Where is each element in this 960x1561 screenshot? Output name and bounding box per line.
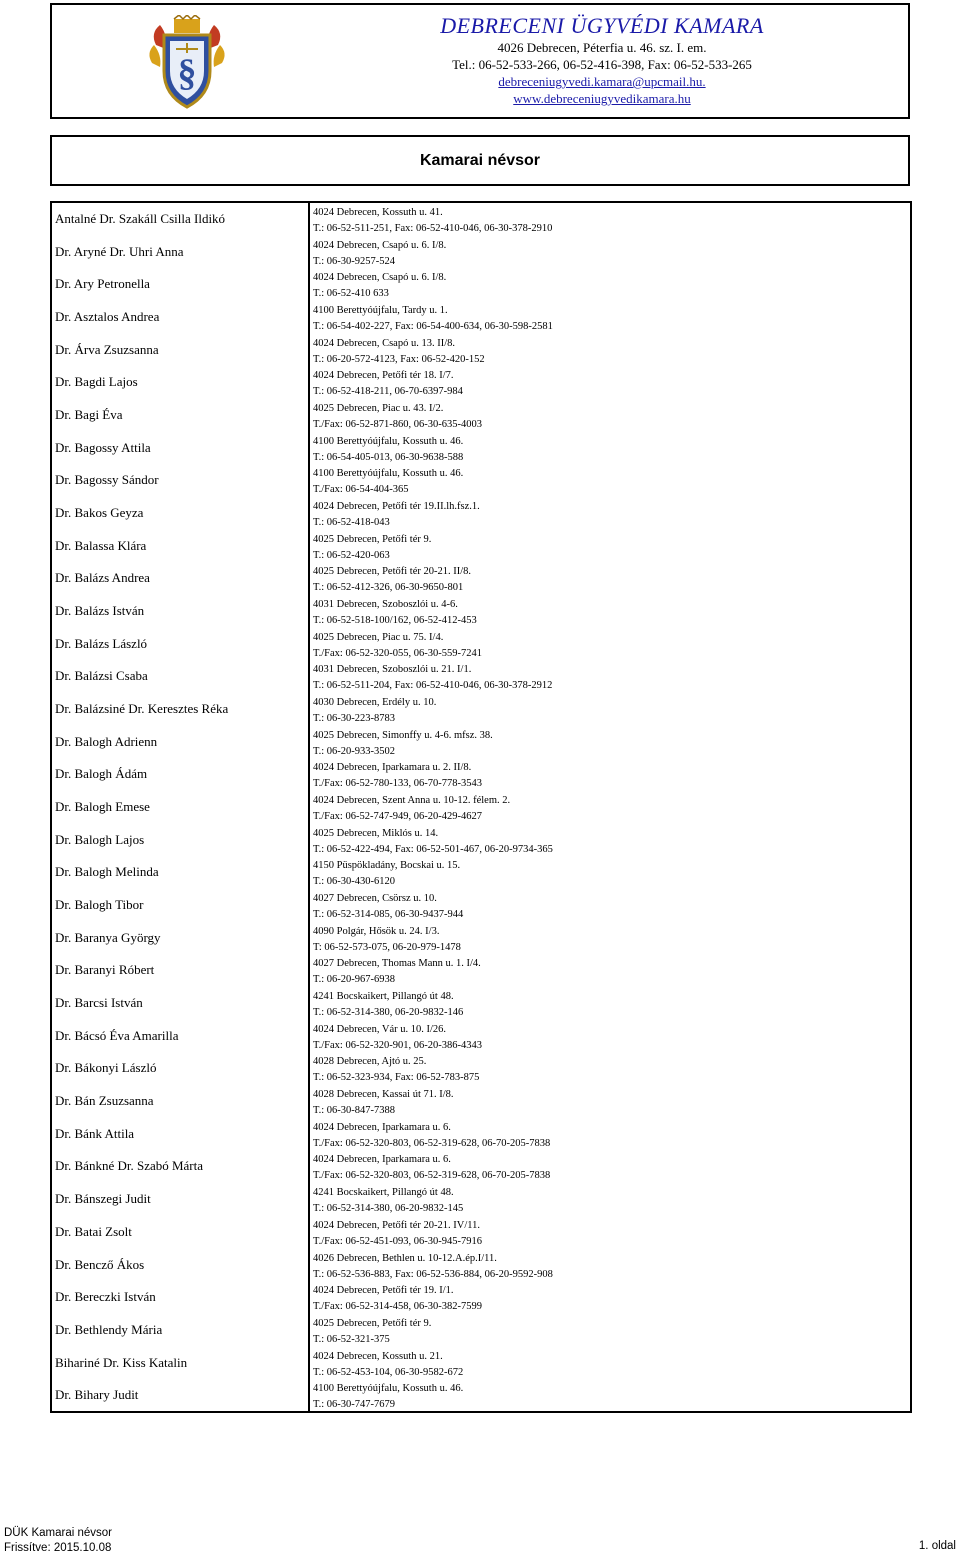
email-link[interactable]: debreceniugyvedi.kamara@upcmail.hu. — [498, 74, 706, 89]
member-name: Dr. Bihary Judit — [55, 1387, 139, 1403]
table-row — [52, 366, 910, 399]
table-row — [52, 1347, 910, 1380]
table-row — [52, 464, 910, 497]
member-address: 4024 Debrecen, Vár u. 10. I/26. — [313, 1023, 447, 1035]
member-phone: T.: 06-52-511-204, Fax: 06-52-410-046, 06-30-378-2912 — [313, 680, 553, 692]
member-contact — [313, 695, 436, 727]
member-contact — [313, 924, 461, 956]
table-row — [52, 1379, 910, 1412]
member-contact — [313, 368, 463, 400]
member-name: Dr. Árva Zsuzsanna — [55, 341, 159, 357]
member-phone: T./Fax: 06-52-320-803, 06-52-319-628, 06-70-205-7838 — [313, 1137, 551, 1149]
table-row — [52, 530, 910, 563]
member-phone: T./Fax: 06-54-404-365 — [313, 484, 409, 496]
table-row — [52, 1281, 910, 1314]
table-row — [52, 693, 910, 726]
member-phone: T.: 06-20-572-4123, Fax: 06-52-420-152 — [313, 353, 485, 365]
member-phone: T.: 06-52-422-494, Fax: 06-52-501-467, 06-20-9734-365 — [313, 843, 553, 855]
member-name: Dr. Balassa Klára — [55, 537, 147, 553]
member-address: 4031 Debrecen, Szoboszlói u. 21. I/1. — [313, 664, 472, 676]
table-row — [52, 1118, 910, 1151]
member-contact — [313, 630, 482, 662]
svg-text:§: § — [177, 52, 197, 94]
table-row — [52, 203, 910, 236]
website-link[interactable]: www.debreceniugyvedikamara.hu — [513, 91, 691, 106]
table-row — [52, 1020, 910, 1053]
member-phone: T.: 06-20-933-3502 — [313, 745, 396, 757]
member-contact — [313, 1054, 479, 1086]
member-phone: T.: 06-30-430-6120 — [313, 876, 396, 888]
table-row — [52, 856, 910, 889]
member-phone: T.: 06-30-9257-524 — [313, 255, 396, 267]
member-contact — [313, 858, 460, 890]
member-address: 4025 Debrecen, Petőfi tér 20-21. II/8. — [313, 566, 472, 578]
member-address: 4031 Debrecen, Szoboszlói u. 4-6. — [313, 599, 458, 611]
member-address: 4025 Debrecen, Petőfi tér 9. — [313, 1317, 432, 1329]
member-address: 4090 Polgár, Hősök u. 24. I/3. — [313, 925, 440, 937]
member-address: 4024 Debrecen, Csapó u. 13. II/8. — [313, 337, 456, 349]
table-row — [52, 922, 910, 955]
member-address: 4024 Debrecen, Csapó u. 6. I/8. — [313, 239, 447, 251]
chamber-crest-logo — [146, 15, 228, 111]
member-name: Dr. Balázs Andrea — [55, 570, 150, 586]
member-address: 4025 Debrecen, Piac u. 75. I/4. — [313, 631, 444, 643]
member-contact — [313, 760, 482, 792]
member-phone: T.: 06-52-412-326, 06-30-9650-801 — [313, 582, 464, 594]
table-row — [52, 432, 910, 465]
member-phone: T./Fax: 06-52-780-133, 06-70-778-3543 — [313, 778, 482, 790]
table-row — [52, 301, 910, 334]
member-address: 4024 Debrecen, Petőfi tér 19. I/1. — [313, 1285, 454, 1297]
member-address: 4024 Debrecen, Iparkamara u. 6. — [313, 1154, 451, 1166]
member-contact — [313, 466, 463, 498]
table-row — [52, 987, 910, 1020]
table-row — [52, 1150, 910, 1183]
table-row — [52, 1183, 910, 1216]
member-contact — [313, 205, 552, 237]
member-phone: T.: 06-52-314-085, 06-30-9437-944 — [313, 909, 464, 921]
letterhead — [50, 3, 910, 119]
member-phone: T./Fax: 06-52-747-949, 06-20-429-4627 — [313, 811, 482, 823]
member-phone: T.: 06-30-847-7388 — [313, 1105, 396, 1117]
member-name: Dr. Balogh Ádám — [55, 766, 148, 782]
page-number: 1. oldal — [918, 1540, 956, 1552]
member-name: Dr. Baranyi Róbert — [55, 962, 155, 978]
member-name: Dr. Bánszegi Judit — [55, 1191, 151, 1207]
member-name: Dr. Balázsiné Dr. Keresztes Réka — [55, 701, 229, 717]
footer-updated: Frissítve: 2015.10.08 — [4, 1542, 112, 1554]
member-contact — [313, 1022, 482, 1054]
member-contact — [313, 1087, 454, 1119]
table-row — [52, 562, 910, 595]
member-name: Dr. Balogh Emese — [55, 799, 150, 815]
member-address: 4024 Debrecen, Kossuth u. 41. — [313, 207, 443, 218]
table-row — [52, 628, 910, 661]
member-address: 4100 Berettyóújfalu, Tardy u. 1. — [313, 305, 448, 317]
member-phone: T.: 06-52-536-883, Fax: 06-52-536-884, 06-20-9592-908 — [313, 1268, 553, 1280]
member-name: Dr. Bácsó Éva Amarilla — [55, 1027, 179, 1043]
organization-address: 4026 Debrecen, Péterfia u. 46. sz. I. em. — [497, 40, 707, 55]
table-row — [52, 758, 910, 791]
table-row — [52, 334, 910, 367]
member-address: 4100 Berettyóújfalu, Kossuth u. 46. — [313, 435, 464, 447]
member-phone: T.: 06-52-418-211, 06-70-6397-984 — [313, 386, 463, 398]
member-phone: T.: 06-52-321-375 — [313, 1333, 390, 1345]
member-address: 4025 Debrecen, Simonffy u. 4-6. mfsz. 38. — [313, 729, 493, 741]
member-phone: T./Fax: 06-52-320-055, 06-30-559-7241 — [313, 647, 482, 659]
member-contact — [313, 1283, 482, 1315]
member-name: Dr. Barcsi István — [55, 995, 143, 1011]
member-name: Dr. Bánkné Dr. Szabó Márta — [55, 1158, 204, 1174]
member-name: Dr. Bagossy Attila — [55, 439, 151, 455]
member-address: 4100 Berettyóújfalu, Kossuth u. 46. — [313, 468, 464, 480]
member-address: 4150 Püspökladány, Bocskai u. 15. — [313, 860, 461, 872]
organization-info — [382, 13, 822, 107]
member-phone: T.: 06-30-747-7679 — [313, 1399, 396, 1411]
member-address: 4241 Bocskaikert, Pillangó út 48. — [313, 1187, 454, 1199]
table-row — [52, 1085, 910, 1118]
table-row — [52, 824, 910, 857]
footer-document-name: DÜK Kamarai névsor — [4, 1527, 113, 1539]
member-address: 4027 Debrecen, Csörsz u. 10. — [313, 893, 437, 905]
member-name: Dr. Batai Zsolt — [55, 1223, 132, 1239]
member-phone: T: 06-52-573-075, 06-20-979-1478 — [313, 941, 461, 953]
member-phone: T.: 06-52-323-934, Fax: 06-52-783-875 — [313, 1072, 480, 1084]
page-title: Kamarai névsor — [419, 152, 541, 169]
member-address: 4026 Debrecen, Bethlen u. 10-12.A.ép.I/11. — [313, 1252, 497, 1264]
member-contact — [313, 434, 463, 466]
member-contact — [313, 662, 552, 694]
member-phone: T.: 06-52-420-063 — [313, 549, 390, 561]
member-name: Dr. Bákonyi László — [55, 1060, 157, 1076]
member-name: Dr. Balogh Adrienn — [55, 733, 158, 749]
member-address: 4024 Debrecen, Petőfi tér 20-21. IV/11. — [313, 1219, 480, 1231]
table-row — [52, 954, 910, 987]
member-contact — [313, 891, 463, 923]
member-name: Dr. Balogh Lajos — [55, 831, 145, 847]
member-name: Dr. Asztalos Andrea — [55, 309, 160, 325]
member-phone: T.: 06-52-410 633 — [313, 288, 389, 300]
member-rows — [52, 203, 910, 1412]
member-name: Dr. Ary Petronella — [55, 276, 150, 292]
member-contact — [313, 401, 482, 433]
member-phone: T./Fax: 06-52-320-901, 06-20-386-4343 — [313, 1039, 482, 1051]
member-phone: T.: 06-52-518-100/162, 06-52-412-453 — [313, 615, 477, 627]
member-contact — [313, 989, 463, 1021]
member-contact — [313, 303, 553, 335]
member-name: Dr. Bencző Ákos — [55, 1256, 145, 1272]
member-address: 4025 Debrecen, Petőfi tér 9. — [313, 533, 432, 545]
member-phone: T./Fax: 06-52-871-860, 06-30-635-4003 — [313, 419, 482, 431]
member-contact — [313, 1381, 463, 1413]
table-row — [52, 1052, 910, 1085]
member-address: 4028 Debrecen, Kassai út 71. I/8. — [313, 1089, 454, 1101]
member-phone: T./Fax: 06-52-320-803, 06-52-319-628, 06-70-205-7838 — [313, 1170, 551, 1182]
member-name: Dr. Baranya György — [55, 929, 161, 945]
member-name: Dr. Balogh Melinda — [55, 864, 159, 880]
member-contact — [313, 1185, 463, 1217]
member-contact — [313, 1120, 550, 1152]
member-contact — [313, 728, 493, 760]
table-row — [52, 660, 910, 693]
member-phone: T.: 06-52-453-104, 06-30-9582-672 — [313, 1366, 464, 1378]
table-row — [52, 268, 910, 301]
member-contact — [313, 238, 446, 270]
member-name: Dr. Bereczki István — [55, 1289, 156, 1305]
table-row — [52, 497, 910, 530]
member-phone: T.: 06-52-314-380, 06-20-9832-145 — [313, 1203, 464, 1215]
member-name: Dr. Bethlendy Mária — [55, 1321, 163, 1337]
member-address: 4024 Debrecen, Iparkamara u. 2. II/8. — [313, 762, 472, 774]
footer-info — [4, 1526, 112, 1556]
member-name: Dr. Aryné Dr. Uhri Anna — [55, 243, 184, 259]
member-contact — [313, 1218, 482, 1250]
member-contact — [313, 1251, 553, 1283]
organization-name: DEBRECENI ÜGYVÉDI KAMARA — [440, 13, 764, 38]
table-row — [52, 236, 910, 269]
member-contact — [313, 1349, 463, 1381]
table-row — [52, 889, 910, 922]
member-name: Dr. Balázsi Csaba — [55, 668, 148, 684]
member-phone: T.: 06-52-314-380, 06-20-9832-146 — [313, 1007, 464, 1019]
table-row — [52, 726, 910, 759]
table-row — [52, 595, 910, 628]
member-name: Antalné Dr. Szakáll Csilla Ildikó — [55, 211, 226, 226]
member-phone: T.: 06-54-402-227, Fax: 06-54-400-634, 06-30-598-2581 — [313, 321, 553, 333]
member-contact — [313, 499, 480, 531]
member-address: 4028 Debrecen, Ajtó u. 25. — [313, 1056, 427, 1068]
member-address: 4024 Debrecen, Petőfi tér 18. I/7. — [313, 370, 454, 382]
member-name: Dr. Bagdi Lajos — [55, 374, 138, 390]
member-contact — [313, 1152, 550, 1184]
member-address: 4024 Debrecen, Petőfi tér 19.II.lh.fsz.1. — [313, 501, 480, 513]
member-name: Dr. Balogh Tibor — [55, 897, 144, 913]
member-address: 4100 Berettyóújfalu, Kossuth u. 46. — [313, 1383, 464, 1395]
member-phone: T.: 06-54-405-013, 06-30-9638-588 — [313, 451, 464, 463]
member-contact — [313, 270, 446, 302]
table-row — [52, 791, 910, 824]
member-address: 4025 Debrecen, Piac u. 43. I/2. — [313, 403, 444, 415]
member-contact — [313, 956, 481, 988]
member-address: 4241 Bocskaikert, Pillangó út 48. — [313, 991, 454, 1003]
member-contact — [313, 564, 471, 596]
table-row — [52, 399, 910, 432]
member-name: Dr. Balázs István — [55, 603, 145, 619]
organization-phones: Tel.: 06-52-533-266, 06-52-416-398, Fax: 06-52-533-265 — [452, 57, 752, 72]
member-contact — [313, 532, 431, 564]
member-phone: T./Fax: 06-52-451-093, 06-30-945-7916 — [313, 1235, 482, 1247]
member-address: 4024 Debrecen, Kossuth u. 21. — [313, 1350, 443, 1362]
member-address: 4024 Debrecen, Csapó u. 6. I/8. — [313, 272, 447, 284]
member-name: Bihariné Dr. Kiss Katalin — [55, 1354, 188, 1370]
table-row — [52, 1314, 910, 1347]
member-table — [50, 201, 912, 1413]
member-contact — [313, 793, 510, 825]
title-box — [50, 135, 910, 186]
member-address: 4024 Debrecen, Szent Anna u. 10-12. félem. 2. — [313, 795, 511, 807]
member-address: 4030 Debrecen, Erdély u. 10. — [313, 697, 437, 709]
table-row — [52, 1216, 910, 1249]
member-contact — [313, 826, 553, 858]
member-phone: T.: 06-52-511-251, Fax: 06-52-410-046, 06-30-378-2910 — [313, 223, 553, 234]
member-phone: T.: 06-30-223-8783 — [313, 713, 396, 725]
member-name: Dr. Balázs László — [55, 635, 148, 651]
member-name: Dr. Bagi Éva — [55, 407, 123, 423]
member-address: 4025 Debrecen, Miklós u. 14. — [313, 827, 439, 839]
table-row — [52, 1249, 910, 1282]
member-phone: T./Fax: 06-52-314-458, 06-30-382-7599 — [313, 1301, 482, 1313]
member-phone: T.: 06-20-967-6938 — [313, 974, 396, 986]
member-name: Dr. Bánk Attila — [55, 1125, 135, 1141]
member-name: Dr. Bakos Geyza — [55, 505, 144, 521]
member-address: 4024 Debrecen, Iparkamara u. 6. — [313, 1121, 451, 1133]
member-contact — [313, 1316, 431, 1348]
member-address: 4027 Debrecen, Thomas Mann u. 1. I/4. — [313, 958, 481, 970]
member-contact — [313, 336, 485, 368]
member-name: Dr. Bán Zsuzsanna — [55, 1093, 154, 1109]
member-name: Dr. Bagossy Sándor — [55, 472, 159, 488]
member-contact — [313, 597, 477, 629]
member-phone: T.: 06-52-418-043 — [313, 517, 390, 529]
